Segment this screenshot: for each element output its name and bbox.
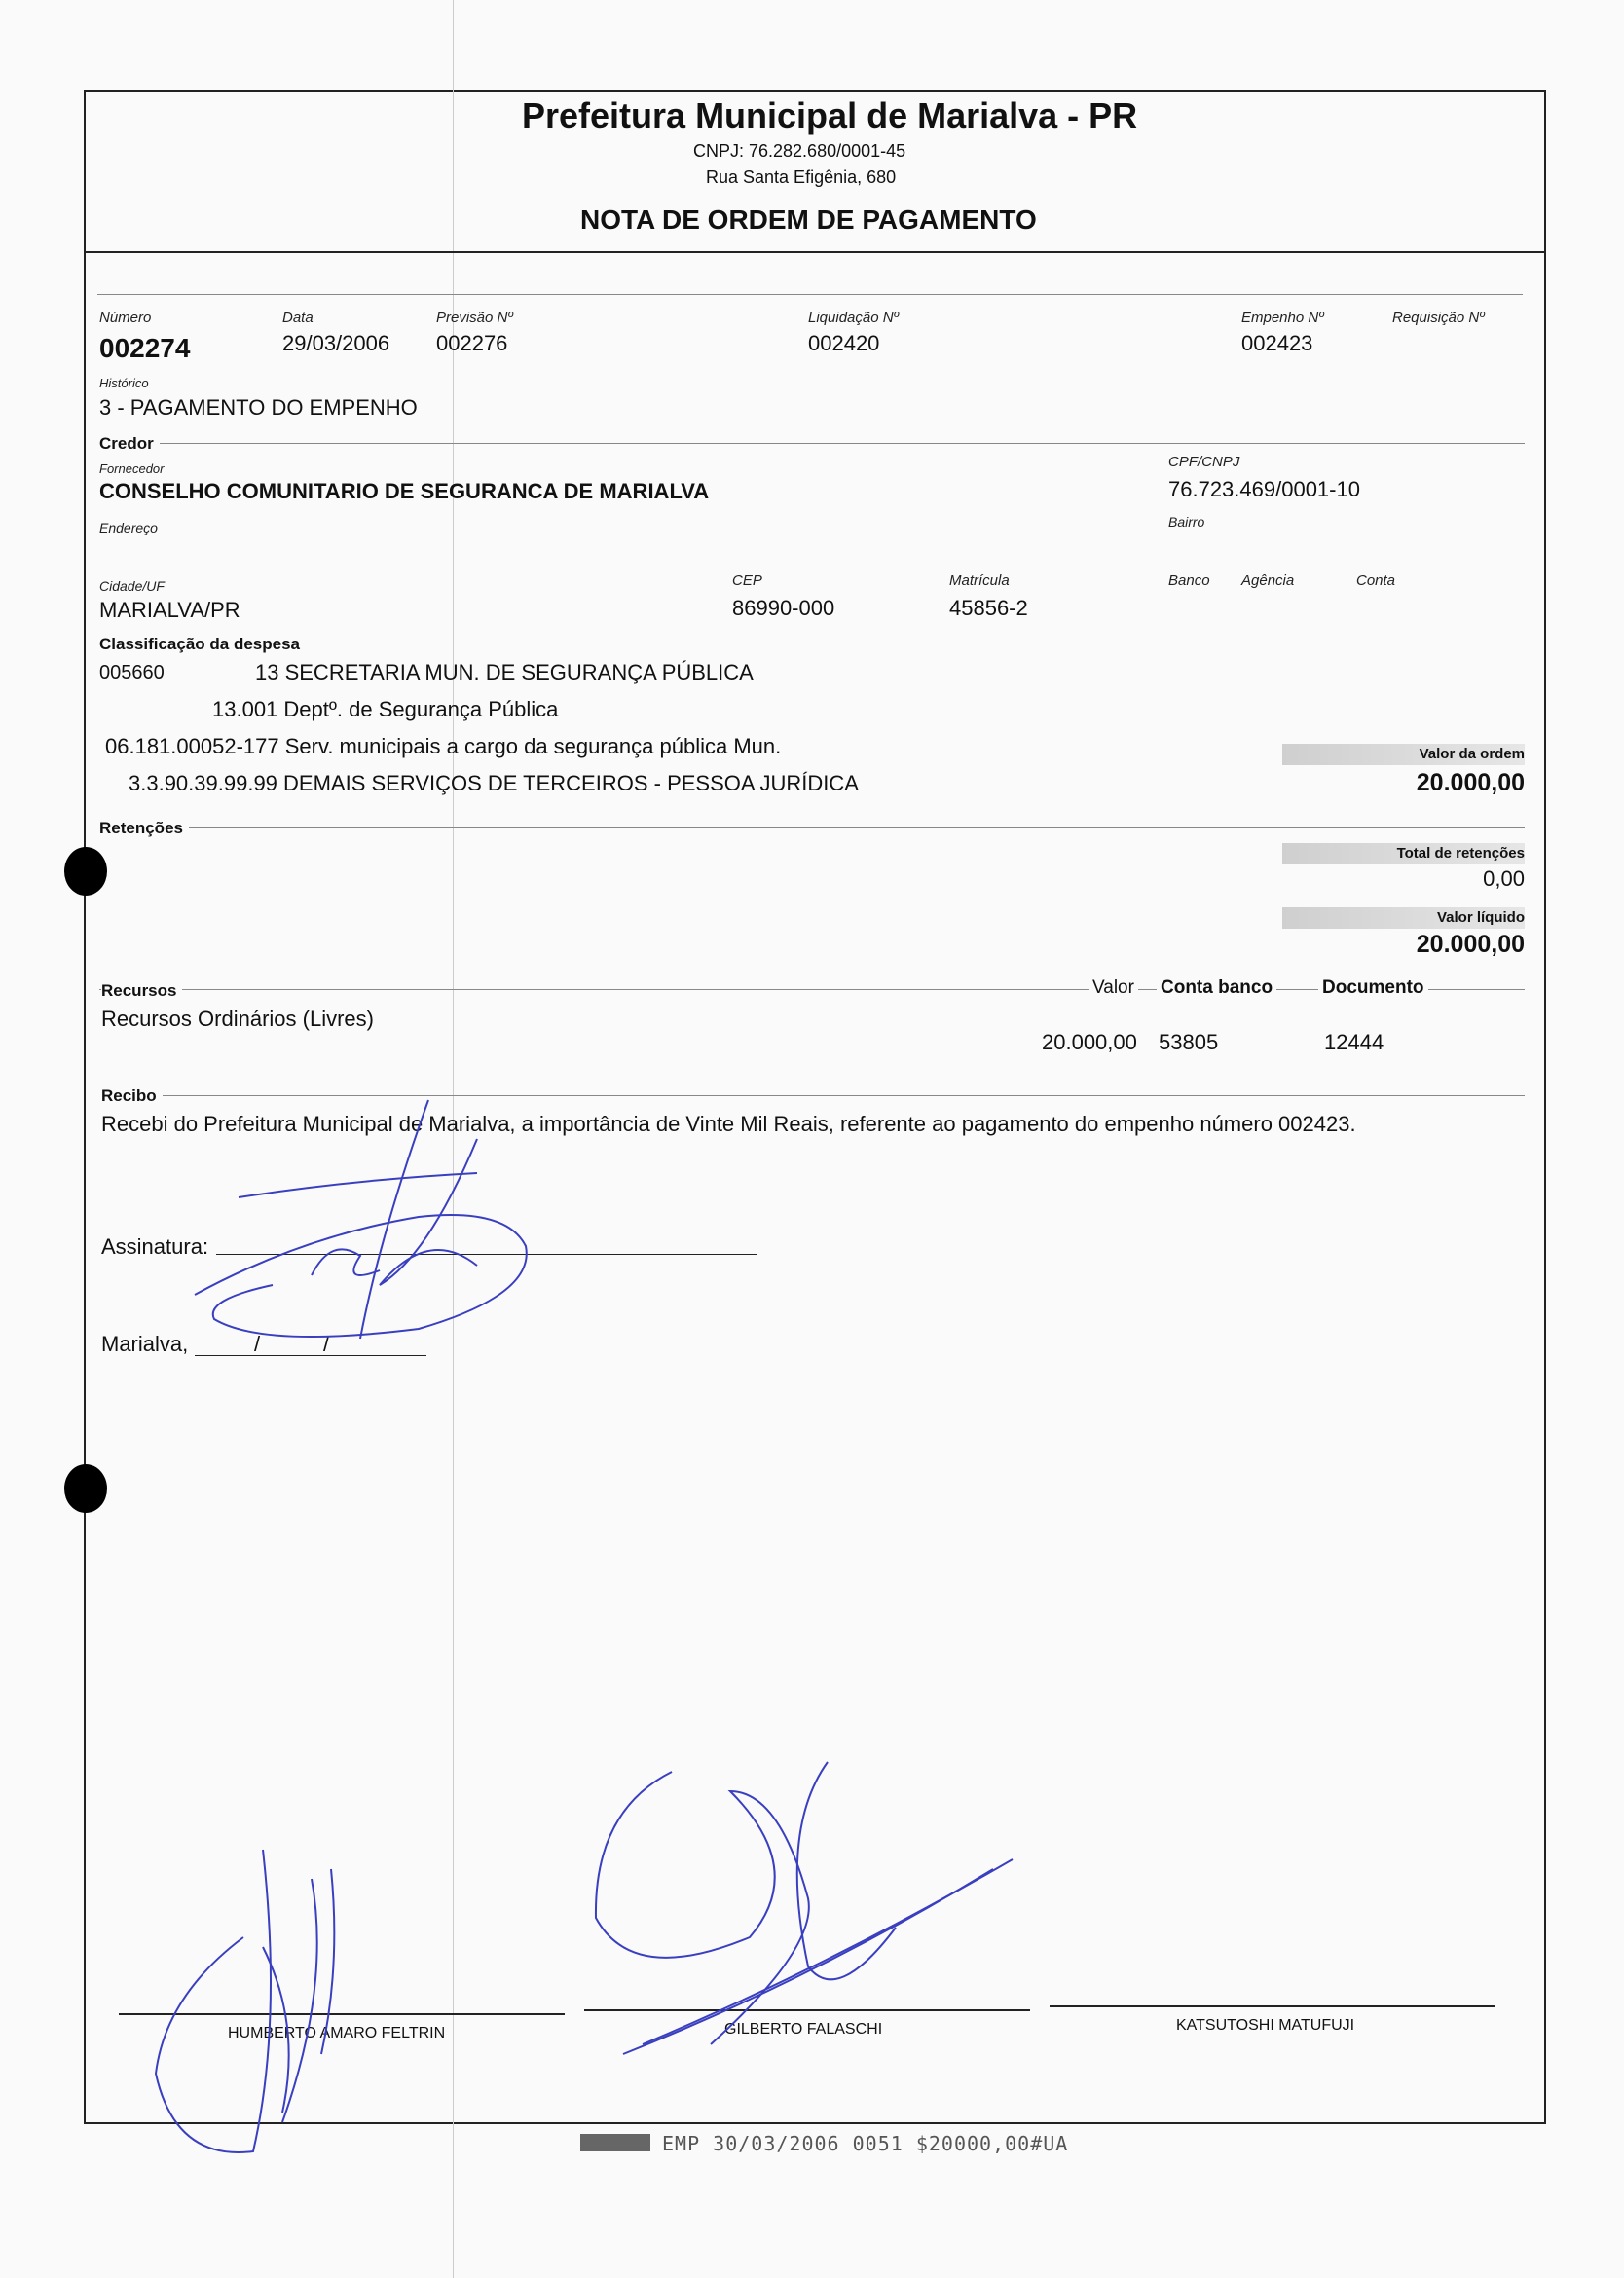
total-retencoes-band	[1282, 843, 1525, 864]
recursos-valor-label: Valor	[1089, 977, 1138, 999]
valor-liquido-band	[1282, 907, 1525, 929]
stamp-mark	[580, 2134, 650, 2151]
fornecedor-value: CONSELHO COMUNITARIO DE SEGURANCA DE MARIALVA	[99, 479, 710, 503]
valor-liquido-label: Valor líquido	[1436, 909, 1525, 926]
bairro-label: Bairro	[1168, 514, 1205, 530]
historico-value: 3 - PAGAMENTO DO EMPENHO	[99, 395, 418, 420]
cidade-label: Cidade/UF	[99, 578, 165, 594]
class-line-1: 13 SECRETARIA MUN. DE SEGURANÇA PÚBLICA	[255, 660, 754, 684]
divider	[97, 294, 1523, 295]
signature-1	[136, 1830, 389, 2181]
recursos-documento: 12444	[1324, 1030, 1384, 1054]
numero-label: Número	[99, 310, 152, 326]
cidade-value: MARIALVA/PR	[99, 598, 240, 622]
assinatura-label: Assinatura:	[101, 1234, 209, 1259]
credor-section: Credor	[99, 434, 160, 454]
empenho-label: Empenho Nº	[1241, 310, 1324, 326]
endereco-label: Endereço	[99, 520, 158, 535]
recursos-divider	[99, 989, 1525, 990]
retencoes-divider	[99, 827, 1525, 828]
valor-ordem-value: 20.000,00	[1416, 769, 1525, 796]
cep-value: 86990-000	[732, 596, 835, 620]
signature-2	[584, 1752, 1032, 2064]
total-retencoes-label: Total de retenções	[1396, 845, 1525, 862]
class-code: 005660	[99, 662, 165, 683]
credor-divider	[99, 443, 1525, 444]
numero-value: 002274	[99, 333, 191, 363]
payment-stamp: EMP 30/03/2006 0051 $20000,00#UA	[662, 2132, 1069, 2155]
classificacao-section: Classificação da despesa	[99, 635, 306, 654]
matricula-value: 45856-2	[949, 596, 1028, 620]
date-line	[195, 1355, 426, 1356]
liquidacao-value: 002420	[808, 331, 880, 355]
valor-ordem-label: Valor da ordem	[1419, 746, 1525, 762]
historico-label: Histórico	[99, 376, 149, 390]
signatory-1: HUMBERTO AMARO FELTRIN	[228, 2025, 446, 2041]
conta-label: Conta	[1356, 572, 1396, 589]
liquidacao-label: Liquidação Nº	[808, 310, 900, 326]
date-slash: /	[323, 1332, 330, 1356]
requisicao-label: Requisição Nº	[1392, 310, 1485, 326]
recursos-conta: 53805	[1159, 1030, 1219, 1054]
retencoes-section: Retenções	[99, 819, 189, 838]
class-line-3: 06.181.00052-177 Serv. municipais a cargo da segurança pública Mun.	[105, 734, 782, 758]
previsao-value: 002276	[436, 331, 508, 355]
cpf-value: 76.723.469/0001-10	[1168, 477, 1360, 501]
recibo-section: Recibo	[101, 1086, 163, 1106]
org-cnpj: CNPJ: 76.282.680/0001-45	[693, 141, 906, 161]
data-value: 29/03/2006	[282, 331, 390, 355]
recursos-conta-label: Conta banco	[1157, 977, 1276, 999]
cep-label: CEP	[732, 572, 762, 589]
recursos-valor: 20.000,00	[1042, 1030, 1137, 1054]
header-divider	[84, 251, 1544, 253]
doc-title: NOTA DE ORDEM DE PAGAMENTO	[580, 204, 1037, 235]
agencia-label: Agência	[1241, 572, 1295, 589]
cpf-label: CPF/CNPJ	[1168, 454, 1240, 470]
class-line-2: 13.001 Deptº. de Segurança Pública	[212, 697, 559, 721]
recibo-text: Recebi do Prefeitura Municipal de Marialva, a importância de Vinte Mil Reais, referente ao pagamento do empenho número 002423.	[101, 1112, 1356, 1136]
signatory-3: KATSUTOSHI MATUFUJI	[1176, 2017, 1355, 2034]
valor-ordem-band	[1282, 744, 1525, 765]
punch-hole	[64, 847, 107, 896]
previsao-label: Previsão Nº	[436, 310, 513, 326]
org-title: Prefeitura Municipal de Marialva - PR	[522, 95, 1138, 135]
total-retencoes-value: 0,00	[1483, 866, 1525, 891]
signature-line-3	[1050, 2005, 1495, 2007]
fornecedor-label: Fornecedor	[99, 461, 165, 476]
empenho-value: 002423	[1241, 331, 1313, 355]
recibo-signature	[185, 1090, 574, 1343]
local-label: Marialva,	[101, 1332, 189, 1356]
punch-hole	[64, 1464, 107, 1513]
class-line-4: 3.3.90.39.99.99 DEMAIS SERVIÇOS DE TERCEIROS - PESSOA JURÍDICA	[129, 771, 859, 795]
recursos-doc-label: Documento	[1318, 977, 1428, 999]
org-address: Rua Santa Efigênia, 680	[706, 167, 897, 187]
signatory-2: GILBERTO FALASCHI	[724, 2021, 883, 2038]
data-label: Data	[282, 310, 314, 326]
recursos-section: Recursos	[101, 981, 182, 1001]
banco-label: Banco	[1168, 572, 1210, 589]
matricula-label: Matrícula	[949, 572, 1010, 589]
valor-liquido-value: 20.000,00	[1416, 931, 1525, 958]
date-slash: /	[254, 1332, 261, 1356]
recursos-item: Recursos Ordinários (Livres)	[101, 1007, 374, 1031]
